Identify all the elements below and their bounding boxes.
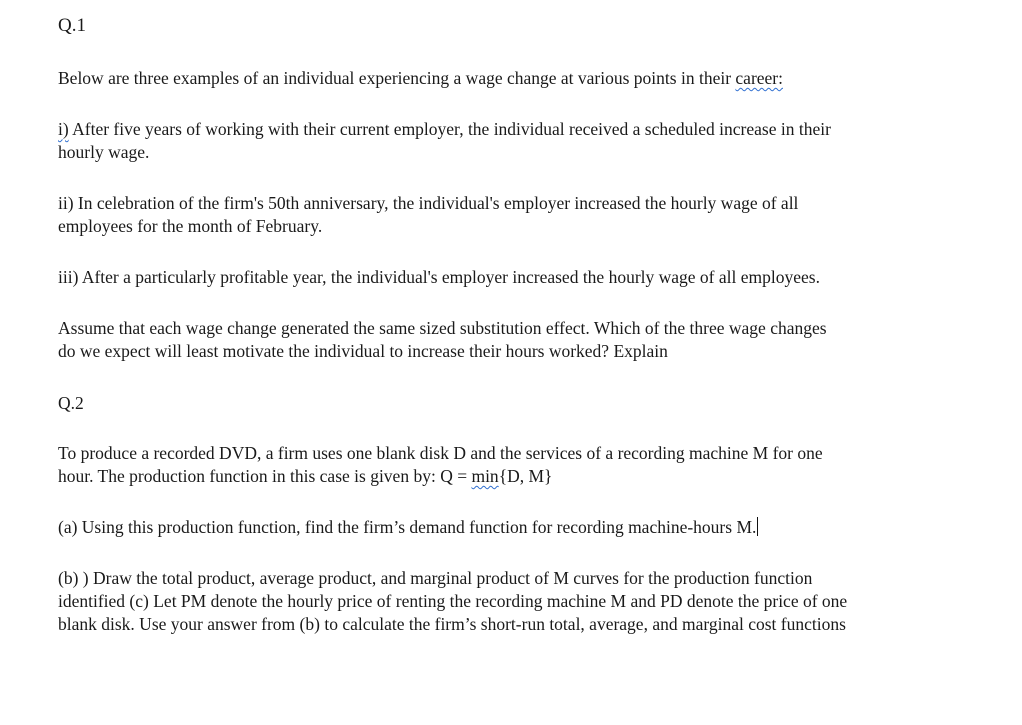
text-cursor[interactable] [757, 517, 758, 536]
q1-item-i-line-1 [58, 118, 831, 141]
spellcheck-flagged-word[interactable]: career: [735, 68, 783, 88]
q1-intro-text: Below are three examples of an individual experiencing a wage change at various points in their [58, 68, 736, 88]
q2-part-a-text: (a) Using this production function, find the firm’s demand function for recording machine-hours M. [58, 517, 757, 537]
spellcheck-flagged-marker[interactable]: i) [58, 119, 69, 139]
q2-part-b-line-3: blank disk. Use your answer from (b) to calculate the firm’s short-run total, average, and marginal cost functions [58, 614, 846, 634]
q2-part-b-line-2: identified (c) Let PM denote the hourly price of renting the recording machine M and PD denote the price of one [58, 591, 848, 611]
q1-question-line-2: do we expect will least motivate the individual to increase their hours worked? Explain [58, 341, 668, 361]
q2-part-b-line-1: (b) ) Draw the total product, average product, and marginal product of M curves for the production function [58, 568, 813, 588]
q2-intro [58, 442, 823, 488]
q2-intro-line-2-formula: {D, M} [498, 466, 553, 486]
q1-heading: Q.1 [58, 15, 86, 36]
q2-intro-line-2 [58, 465, 823, 488]
q1-item-ii-line-1: ii) In celebration of the firm's 50th anniversary, the individual's employer increased the hourly wage of all [58, 193, 799, 213]
q1-item-iii: iii) After a particularly profitable year, the individual's employer increased the hourly wage of all employees. [58, 267, 820, 287]
spellcheck-flagged-min[interactable]: min [471, 466, 499, 486]
q2-intro-line-2-text: hour. The production function in this case is given by: Q = [58, 466, 472, 486]
q2-part-a [58, 516, 758, 539]
q1-question [58, 317, 827, 363]
q2-part-b [58, 567, 847, 636]
q1-item-ii-line-2: employees for the month of February. [58, 216, 323, 236]
q1-item-i-line-2: hourly wage. [58, 142, 150, 162]
q1-item-i-line-1-text: After five years of working with their current employer, the individual received a scheduled increase in their [68, 119, 831, 139]
q2-heading: Q.2 [58, 393, 84, 413]
q1-item-ii [58, 192, 798, 238]
q1-item-i [58, 118, 831, 164]
q1-question-line-1: Assume that each wage change generated the same sized substitution effect. Which of the three wage changes [58, 318, 827, 338]
q2-intro-line-1: To produce a recorded DVD, a firm uses one blank disk D and the services of a recording machine M for one [58, 443, 823, 463]
q1-intro [58, 67, 783, 90]
